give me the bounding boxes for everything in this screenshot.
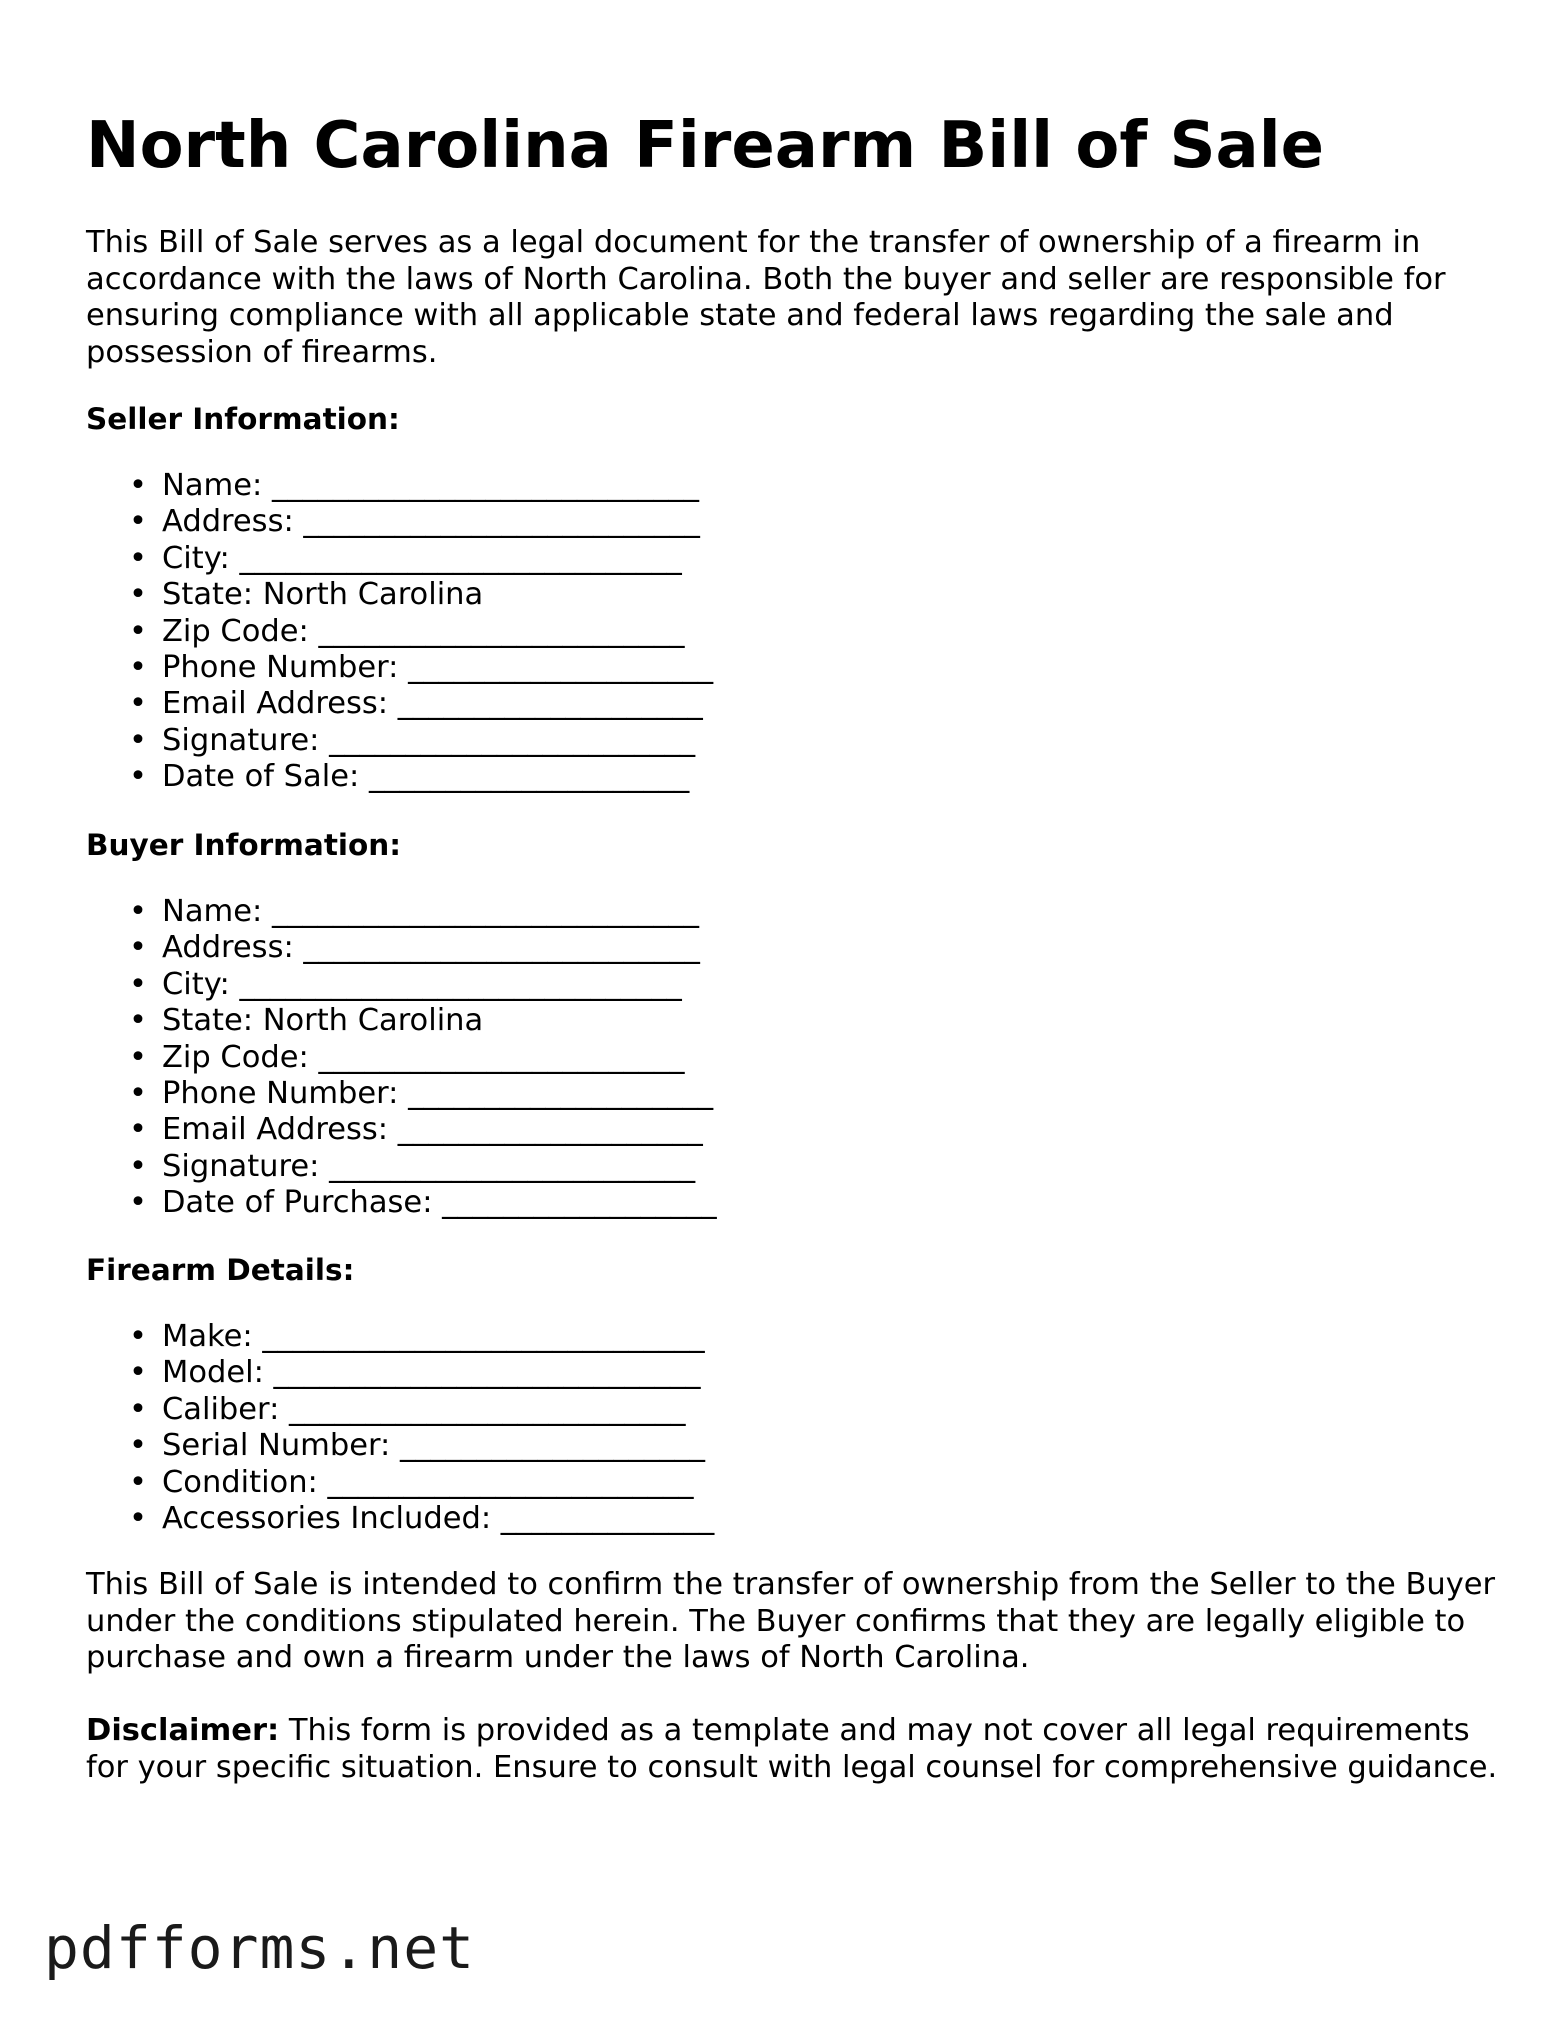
seller-section-heading: Seller Information: <box>86 402 400 436</box>
bullet-icon: • <box>129 1501 147 1537</box>
pdfforms-logo: pdfforms.net <box>44 1914 476 1982</box>
firearm-field-list <box>86 1319 714 1537</box>
buyer-section-heading: Buyer Information: <box>86 828 402 862</box>
bullet-icon: • <box>129 577 147 613</box>
bullet-icon: • <box>129 894 147 929</box>
bullet-icon: • <box>129 759 147 795</box>
bullet-icon: • <box>129 1464 147 1500</box>
bullet-icon: • <box>129 504 147 540</box>
seller-date-field: • Date of Sale: _____________________ <box>129 759 690 795</box>
seller-field-list <box>86 468 713 796</box>
buyer-zip-field: • Zip Code: ________________________ <box>129 1039 685 1075</box>
bullet-icon: • <box>129 468 147 503</box>
bullet-icon: • <box>129 540 147 576</box>
firearm-make-field: • Make: _____________________________ <box>129 1319 705 1354</box>
bullet-icon: • <box>129 1428 147 1464</box>
seller-zip-field: • Zip Code: ________________________ <box>129 613 685 649</box>
buyer-state-field: • State: North Carolina <box>129 1003 484 1039</box>
seller-signature-field: • Signature: ________________________ <box>129 722 696 758</box>
bullet-icon: • <box>129 722 147 758</box>
disclaimer-paragraph <box>86 1713 1506 1786</box>
bullet-icon: • <box>129 1185 147 1221</box>
firearm-serial-field: • Serial Number: ____________________ <box>129 1428 705 1464</box>
bullet-icon: • <box>129 1355 147 1391</box>
disclaimer-label: Disclaimer: <box>86 1713 280 1748</box>
buyer-date-field: • Date of Purchase: __________________ <box>129 1185 717 1221</box>
bullet-icon: • <box>129 930 147 966</box>
buyer-signature-field: • Signature: ________________________ <box>129 1148 696 1184</box>
bullet-icon: • <box>129 1039 147 1075</box>
bullet-icon: • <box>129 686 147 722</box>
intro-paragraph: This Bill of Sale serves as a legal document for the transfer of ownership of a firearm in accordance with the laws of North Carolina. Both the buyer and seller are responsible for ensuring compliance with all applicable state and federal laws regarding the sale and possession of firearms. <box>86 225 1446 370</box>
document-title: North Carolina Firearm Bill of Sale <box>86 109 1325 183</box>
firearm-section-heading: Firearm Details: <box>86 1253 355 1287</box>
seller-state-field: • State: North Carolina <box>129 577 484 613</box>
bullet-icon: • <box>129 1148 147 1184</box>
seller-phone-field: • Phone Number: ____________________ <box>129 650 714 686</box>
firearm-caliber-field: • Caliber: __________________________ <box>129 1391 686 1427</box>
buyer-name-field: • Name: ____________________________ <box>129 894 699 929</box>
bullet-icon: • <box>129 966 147 1002</box>
bullet-icon: • <box>129 1319 147 1354</box>
firearm-model-field: • Model: ____________________________ <box>129 1355 701 1391</box>
bullet-icon: • <box>129 1112 147 1148</box>
buyer-phone-field: • Phone Number: ____________________ <box>129 1076 714 1112</box>
buyer-email-field: • Email Address: ____________________ <box>129 1112 703 1148</box>
firearm-condition-field: • Condition: ________________________ <box>129 1464 694 1500</box>
seller-city-field: • City: _____________________________ <box>129 540 682 576</box>
bullet-icon: • <box>129 650 147 686</box>
buyer-field-list <box>86 894 717 1222</box>
bullet-icon: • <box>129 1076 147 1112</box>
disclaimer-text: This form is provided as a template and may not cover all legal requirements for your specific situation. Ensure to consult with legal counsel for comprehensive guidance. <box>86 1713 1498 1785</box>
bullet-icon: • <box>129 1003 147 1039</box>
seller-address-field: • Address: __________________________ <box>129 504 700 540</box>
seller-email-field: • Email Address: ____________________ <box>129 686 703 722</box>
seller-name-field: • Name: ____________________________ <box>129 468 699 503</box>
bullet-icon: • <box>129 1391 147 1427</box>
buyer-address-field: • Address: __________________________ <box>129 930 700 966</box>
closing-paragraph: This Bill of Sale is intended to confirm the transfer of ownership from the Seller to the Buyer under the conditions stipulated herein. The Buyer confirms that they are legally eligible to purchase and own a firearm under the laws of North Carolina. <box>86 1567 1496 1675</box>
firearm-accessories-field: • Accessories Included: ______________ <box>129 1501 715 1537</box>
buyer-city-field: • City: _____________________________ <box>129 966 682 1002</box>
bullet-icon: • <box>129 613 147 649</box>
